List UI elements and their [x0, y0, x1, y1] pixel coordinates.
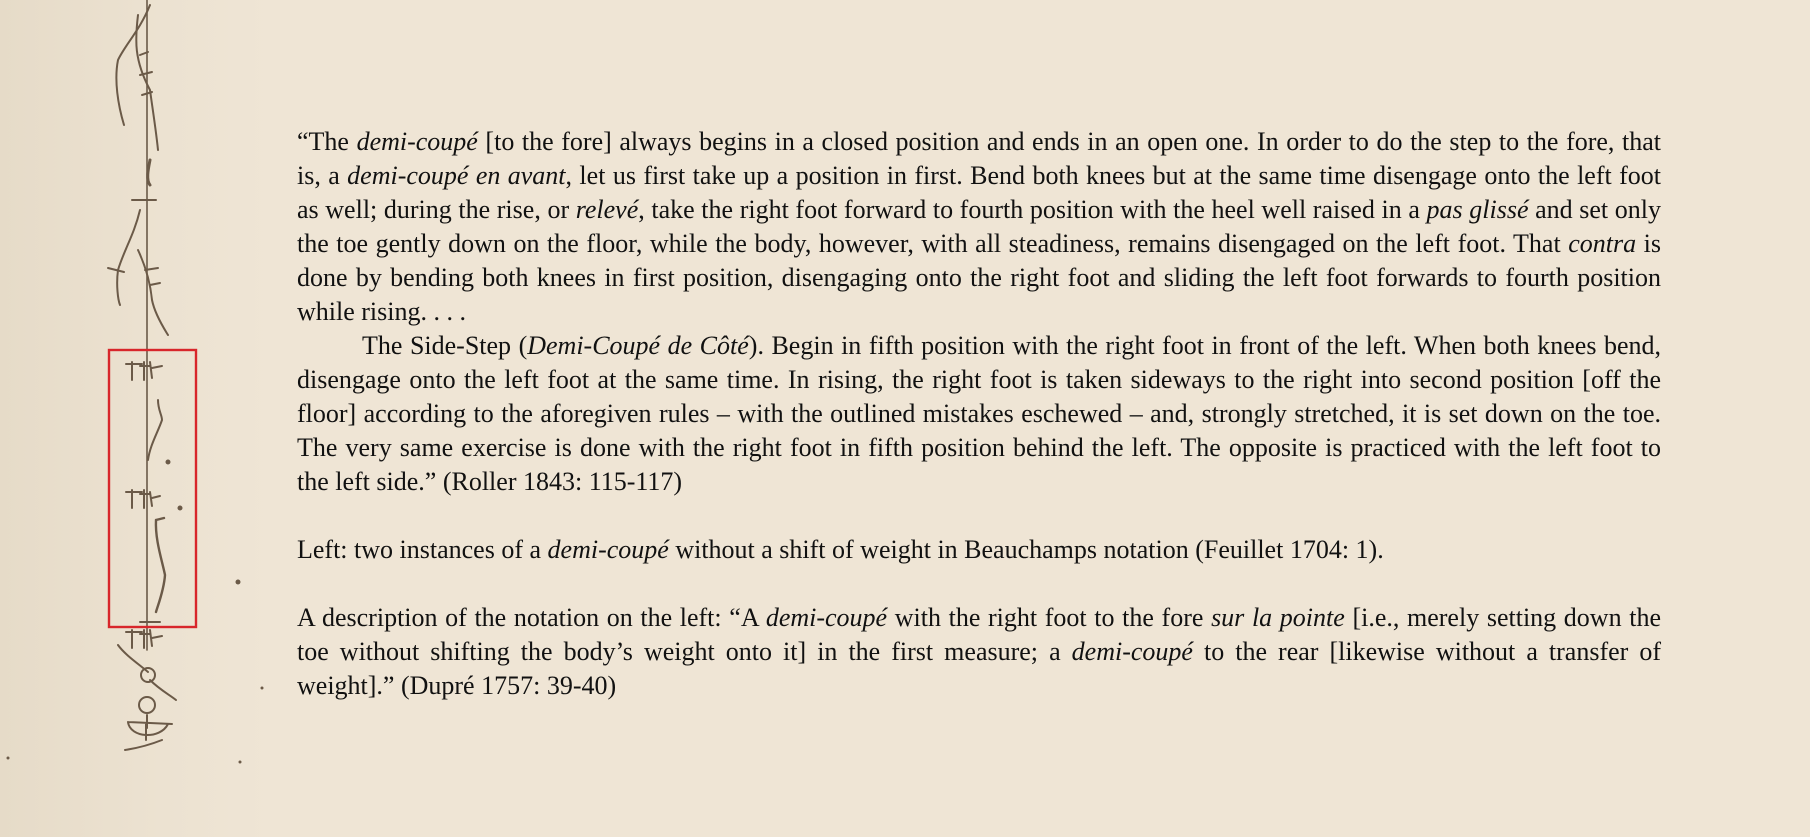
- text-run: without a shift of weight in Beauchamps notation (Feuillet 1704: 1).: [668, 535, 1384, 564]
- text-run: , take the right foot forward to fourth position with the heel well raised in a: [638, 195, 1427, 224]
- italic-term: demi-coupé: [547, 535, 669, 564]
- text-run: , let us first take up a position in first. Bend both knees but at the same time disengage onto the left foot as well; during the rise, or: [297, 161, 1662, 224]
- text-run: to the rear [likewise without a transfer of weight].” (Dupré 1757: 39-40): [297, 637, 1662, 700]
- text-run: [to the fore] always begins in a closed position and ends in an open one. In order to do the step to the fore, that is, a: [297, 127, 1661, 190]
- text-block: [297, 125, 1661, 703]
- text-run: A description of the notation on the left: “A: [297, 603, 766, 632]
- text-run: is done by bending both knees in first position, disengaging onto the right foot and sliding the left foot forwards to fourth position while rising. . . .: [297, 229, 1661, 326]
- italic-term: pas glissé: [1426, 195, 1529, 224]
- text-run: and set only the toe gently down on the floor, while the body, however, with all steadiness, remains disengaged on the left foot. That: [297, 195, 1661, 258]
- text-run: ). Begin in fifth position with the right foot in front of the left. When both knees bend, disengage onto the left foot at the same time. In rising, the right foot is taken sideways to the right into second position [off the floor] according to the aforegiven rules – with the outlined mistakes eschewed – and, strongly stretched, it is set down on the toe. The very same exercise is done with the right foot in fifth position behind the left. The opposite is practiced with the left foot to the left side.” (Roller 1843: 115-117): [297, 331, 1662, 496]
- italic-term: demi-coupé en avant: [347, 161, 566, 190]
- highlight-box: [109, 350, 196, 627]
- beauchamp-feuillet-notation-image: [0, 0, 270, 837]
- text-run: [i.e., merely setting down the toe without shifting the body’s weight onto it] in the first measure; a: [297, 603, 1661, 666]
- text-run: with the right foot to the fore: [887, 603, 1212, 632]
- italic-term: demi-coupé: [356, 127, 478, 156]
- text-run: The Side-Step (: [362, 331, 528, 360]
- italic-term: sur la pointe: [1211, 603, 1345, 632]
- italic-term: Demi-Coupé de Côté: [527, 331, 749, 360]
- quote-paragraph-1: [297, 125, 1661, 329]
- figure-caption: [297, 533, 1661, 567]
- notation-description: [297, 601, 1661, 703]
- italic-term: demi-coupé: [765, 603, 888, 632]
- quote-paragraph-2: [297, 329, 1661, 499]
- text-run: “The: [297, 127, 357, 156]
- italic-term: relevé: [575, 195, 639, 224]
- italic-term: demi-coupé: [1071, 637, 1193, 666]
- notation-scan: [0, 0, 270, 837]
- italic-term: contra: [1568, 229, 1637, 258]
- text-run: Left: two instances of a: [297, 535, 548, 564]
